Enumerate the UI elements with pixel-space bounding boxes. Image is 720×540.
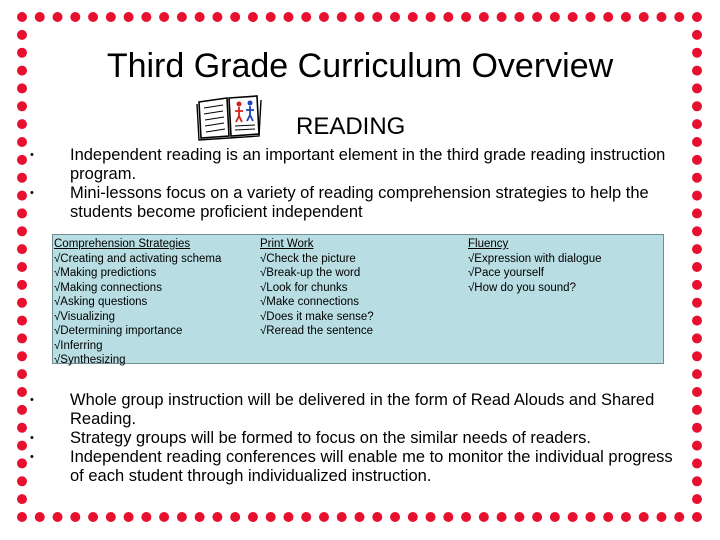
border-dot <box>692 280 702 290</box>
border-dot <box>621 512 631 522</box>
border-dot <box>443 12 453 22</box>
border-dot <box>692 441 702 451</box>
border-dot <box>390 12 400 22</box>
border-dot <box>301 512 311 522</box>
list-item: √Reread the sentence <box>260 325 374 337</box>
border-dot <box>408 512 418 522</box>
border-dot <box>497 12 507 22</box>
column-heading: Print Work <box>260 238 314 250</box>
border-dot <box>230 12 240 22</box>
list-item: √Pace yourself <box>468 267 544 279</box>
border-dot <box>17 333 27 343</box>
border-dot <box>656 512 666 522</box>
border-dot <box>692 30 702 40</box>
list-item: √How do you sound? <box>468 281 576 294</box>
border-dot <box>17 369 27 379</box>
border-dot <box>692 119 702 129</box>
bullet-item: • Strategy groups will be formed to focus on the similar needs of readers. <box>28 429 688 448</box>
list-item: √Make connections <box>260 296 360 308</box>
strategies-box <box>52 234 664 364</box>
border-dot <box>88 12 98 22</box>
border-dot <box>692 155 702 165</box>
border-dot <box>390 512 400 522</box>
border-dot <box>17 423 27 433</box>
border-dot <box>408 12 418 22</box>
border-dot <box>17 155 27 165</box>
border-dot <box>692 244 702 254</box>
border-dot <box>692 333 702 343</box>
border-dot <box>585 512 595 522</box>
border-dot <box>692 423 702 433</box>
list-item: √Making predictions <box>54 267 157 279</box>
border-dot <box>674 512 684 522</box>
border-dot <box>17 30 27 40</box>
border-dot <box>141 12 151 22</box>
border-dot <box>17 512 27 522</box>
border-dot <box>692 262 702 272</box>
border-dot <box>692 316 702 326</box>
border-dot <box>230 512 240 522</box>
border-dot <box>692 298 702 308</box>
border-dot <box>17 244 27 254</box>
border-dot <box>283 512 293 522</box>
border-dot <box>692 405 702 415</box>
column-print-work <box>260 237 374 339</box>
border-dot <box>692 512 702 522</box>
list-item: √Check the picture <box>260 252 356 265</box>
border-dot <box>692 476 702 486</box>
border-dot <box>248 512 258 522</box>
border-dot <box>17 351 27 361</box>
border-dot <box>692 351 702 361</box>
border-dot <box>17 458 27 468</box>
border-dot <box>17 191 27 201</box>
border-dot <box>692 208 702 218</box>
section-heading-reading: READING <box>296 113 406 140</box>
border-dot <box>692 191 702 201</box>
border-dot <box>17 476 27 486</box>
list-item: √Break-up the word <box>260 267 361 279</box>
border-dot <box>426 12 436 22</box>
border-dot <box>70 12 80 22</box>
border-dot <box>461 512 471 522</box>
list-item: √Look for chunks <box>260 281 348 294</box>
border-dot <box>17 387 27 397</box>
border-dot <box>53 512 63 522</box>
top-bullet-list <box>28 146 688 222</box>
list-item: √Expression with dialogue <box>468 252 602 265</box>
list-item: √Does it make sense? <box>260 310 374 323</box>
border-dot <box>603 12 613 22</box>
border-dot <box>301 12 311 22</box>
border-dot <box>283 12 293 22</box>
border-dot <box>337 512 347 522</box>
border-dot <box>568 12 578 22</box>
border-dot <box>656 12 666 22</box>
border-dot <box>17 494 27 504</box>
border-dot <box>124 12 134 22</box>
border-dot <box>35 12 45 22</box>
list-item: √Making connections <box>54 281 162 294</box>
border-dot <box>35 512 45 522</box>
border-dot <box>337 12 347 22</box>
border-dot <box>355 12 365 22</box>
border-dot <box>692 101 702 111</box>
border-dot <box>266 12 276 22</box>
bullet-item: • Independent reading is an important element in the third grade reading instruction program. <box>28 146 688 184</box>
border-dot <box>372 512 382 522</box>
list-item: √Visualizing <box>54 310 116 323</box>
border-dot <box>106 512 116 522</box>
list-item: √Determining importance <box>54 325 183 337</box>
border-dot <box>639 512 649 522</box>
border-dot <box>53 12 63 22</box>
border-dot <box>319 12 329 22</box>
border-dot <box>17 119 27 129</box>
border-dot <box>692 173 702 183</box>
border-dot <box>159 12 169 22</box>
border-dot <box>195 512 205 522</box>
border-dot <box>621 12 631 22</box>
bullet-item: • Independent reading conferences will enable me to monitor the individual progress of each student through individualized instruction. <box>28 448 688 486</box>
border-dot <box>248 12 258 22</box>
column-heading: Fluency <box>468 238 509 250</box>
border-dot <box>603 512 613 522</box>
border-dot <box>177 512 187 522</box>
border-dot <box>212 12 222 22</box>
border-dot <box>70 512 80 522</box>
border-dot <box>514 12 524 22</box>
border-dot <box>532 12 542 22</box>
border-dot <box>532 512 542 522</box>
bullet-item: • Mini-lessons focus on a variety of reading comprehension strategies to help the students become proficient independent <box>28 184 688 222</box>
bottom-bullet-list <box>28 391 688 486</box>
border-dot <box>177 12 187 22</box>
border-dot <box>124 512 134 522</box>
border-dot <box>17 280 27 290</box>
border-dot <box>692 458 702 468</box>
open-book-icon <box>195 92 263 142</box>
list-item: √Inferring <box>54 339 103 352</box>
border-dot <box>692 369 702 379</box>
bullet-item: • Whole group instruction will be delivered in the form of Read Alouds and Shared Reading. <box>28 391 688 429</box>
border-dot <box>514 512 524 522</box>
border-dot <box>266 512 276 522</box>
border-dot <box>17 316 27 326</box>
list-item: √Creating and activating schema <box>54 252 222 265</box>
border-dot <box>159 512 169 522</box>
border-dot <box>568 512 578 522</box>
border-dot <box>17 405 27 415</box>
border-dot <box>639 12 649 22</box>
column-comprehension-strategies <box>54 237 221 368</box>
border-dot <box>88 512 98 522</box>
border-dot <box>692 12 702 22</box>
border-dot <box>195 12 205 22</box>
border-dot <box>479 512 489 522</box>
border-dot <box>692 387 702 397</box>
border-dot <box>355 512 365 522</box>
border-dot <box>17 101 27 111</box>
border-dot <box>17 226 27 236</box>
column-fluency <box>468 237 602 295</box>
column-heading: Comprehension Strategies <box>54 238 191 250</box>
border-dot <box>319 512 329 522</box>
border-dot <box>212 512 222 522</box>
border-dot <box>692 494 702 504</box>
border-dot <box>17 298 27 308</box>
border-dot <box>674 12 684 22</box>
border-dot <box>479 12 489 22</box>
border-dot <box>106 12 116 22</box>
border-dot <box>17 173 27 183</box>
border-dot <box>17 262 27 272</box>
border-dot <box>692 226 702 236</box>
border-dot <box>443 512 453 522</box>
border-dot <box>17 137 27 147</box>
border-dot <box>692 137 702 147</box>
border-dot <box>17 441 27 451</box>
border-dot <box>17 12 27 22</box>
border-dot <box>585 12 595 22</box>
list-item: √Synthesizing <box>54 354 126 366</box>
border-dot <box>550 12 560 22</box>
border-dot <box>550 512 560 522</box>
border-dot <box>17 208 27 218</box>
slide-title: Third Grade Curriculum Overview <box>106 47 614 85</box>
border-dot <box>497 512 507 522</box>
border-dot <box>372 12 382 22</box>
list-item: √Asking questions <box>54 296 148 308</box>
border-dot <box>426 512 436 522</box>
border-dot <box>461 12 471 22</box>
border-dot <box>141 512 151 522</box>
